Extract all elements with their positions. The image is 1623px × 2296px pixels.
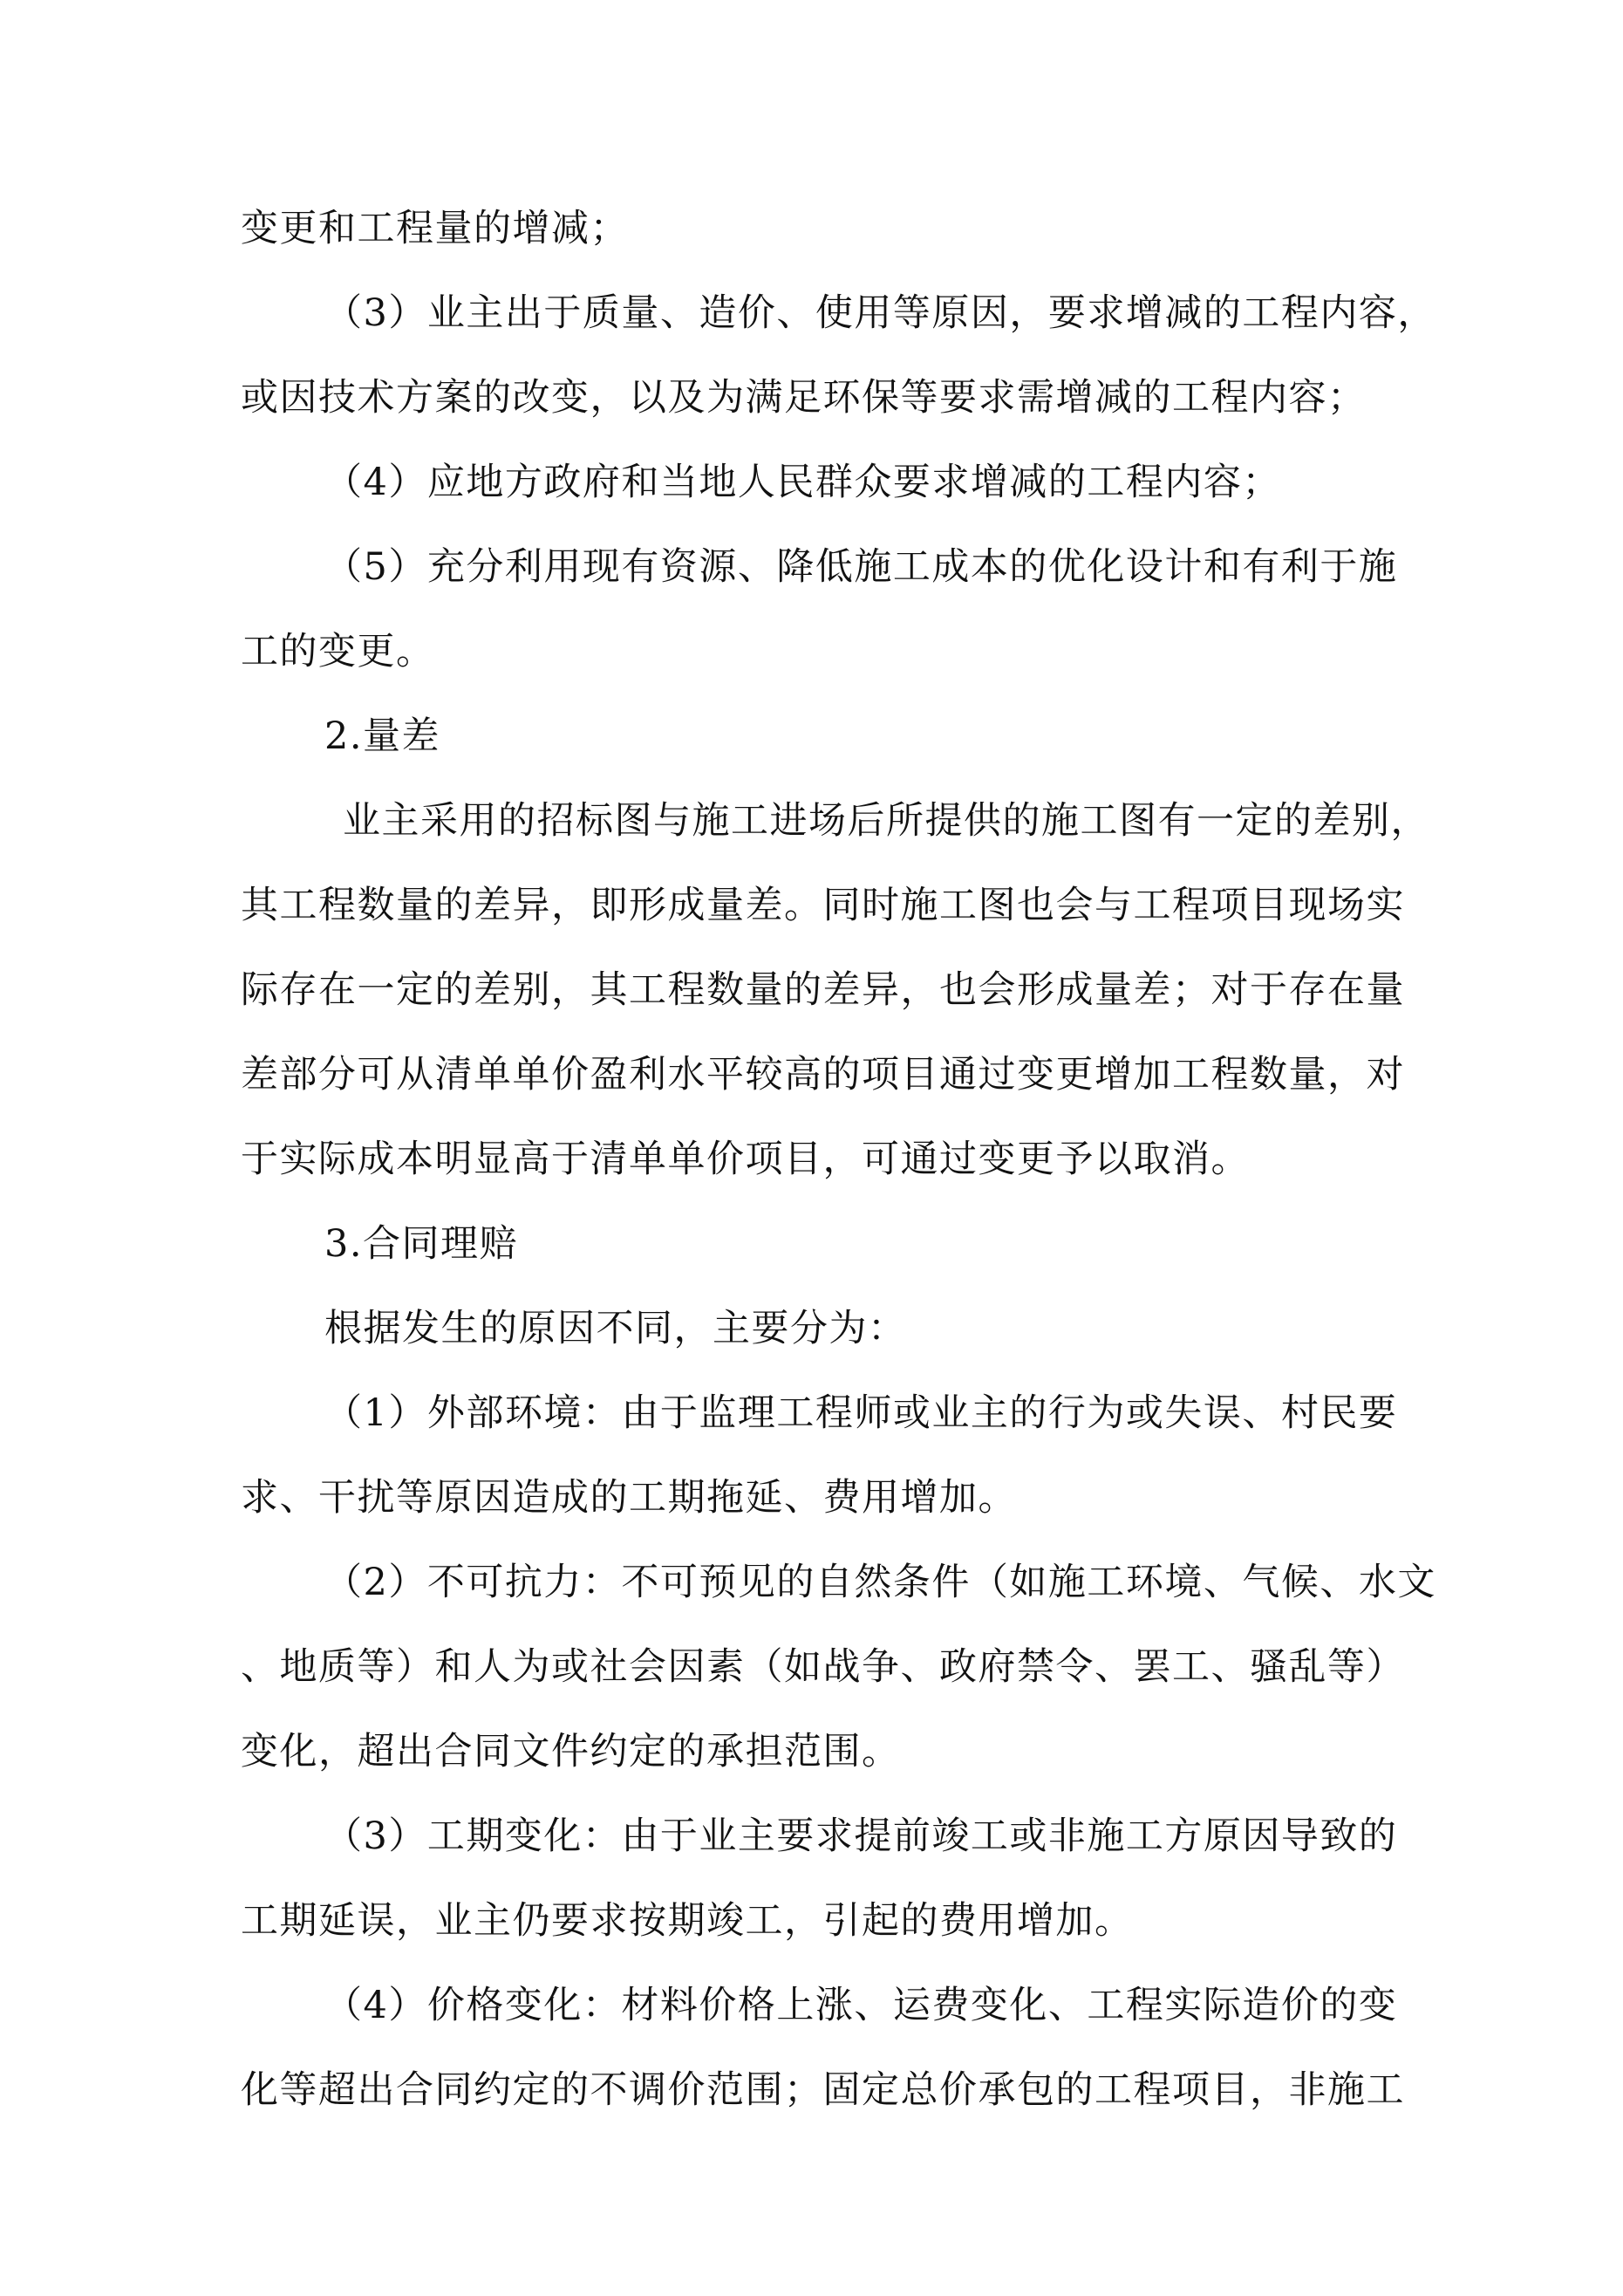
text-line: 化等超出合同约定的不调价范围；固定总价承包的工程项目，非施工 <box>241 2068 1405 2112</box>
text-line: （3）业主出于质量、造价、使用等原因，要求增减的工程内容， <box>324 291 1436 335</box>
text-line: （4）应地方政府和当地人民群众要求增减的工程内容； <box>324 461 1281 504</box>
text-line: （4）价格变化：材料价格上涨、运费变化、工程实际造价的变 <box>324 1984 1398 2027</box>
text-line: （3）工期变化：由于业主要求提前竣工或非施工方原因导致的 <box>324 1814 1398 1858</box>
section-heading: 3.合同理赔 <box>324 1222 519 1266</box>
text-line: （1）外部环境：由于监理工程师或业主的行为或失误、村民要 <box>324 1391 1398 1435</box>
text-line: （2）不可抗力：不可预见的自然条件（如施工环境、气候、水文 <box>324 1561 1436 1604</box>
text-line: （5）充分利用现有资源、降低施工成本的优化设计和有利于施 <box>324 545 1398 589</box>
text-line: 、地质等）和人为或社会因素（如战争、政府禁令、罢工、骚乱等） <box>241 1645 1405 1689</box>
text-line: 求、干扰等原因造成的工期拖延、费用增加。 <box>241 1476 1017 1520</box>
text-line: 际存在一定的差别，其工程数量的差异，也会形成量差；对于存在量 <box>241 968 1405 1012</box>
text-line: 工的变更。 <box>241 630 435 673</box>
text-line: 工期延误，业主仍要求按期竣工，引起的费用增加。 <box>241 1899 1134 1943</box>
text-line: 根据发生的原因不同，主要分为： <box>324 1307 907 1350</box>
text-line: 变更和工程量的增减； <box>241 207 629 250</box>
text-line: 其工程数量的差异，即形成量差。同时施工图也会与工程项目现场实 <box>241 884 1405 927</box>
section-heading: 2.量差 <box>324 714 441 758</box>
text-line: 或因技术方案的改变，以及为满足环保等要求需增减的工程内容； <box>241 376 1367 420</box>
text-line: 于实际成本明显高于清单单价项目，可通过变更予以取消。 <box>241 1138 1250 1181</box>
text-line: 变化，超出合同文件约定的承担范围。 <box>241 1730 901 1773</box>
text-line: 差部分可从清单单价盈利水平较高的项目通过变更增加工程数量，对 <box>241 1053 1405 1097</box>
text-line: 业主采用的招标图与施工进场后所提供的施工图有一定的差别， <box>343 799 1429 843</box>
